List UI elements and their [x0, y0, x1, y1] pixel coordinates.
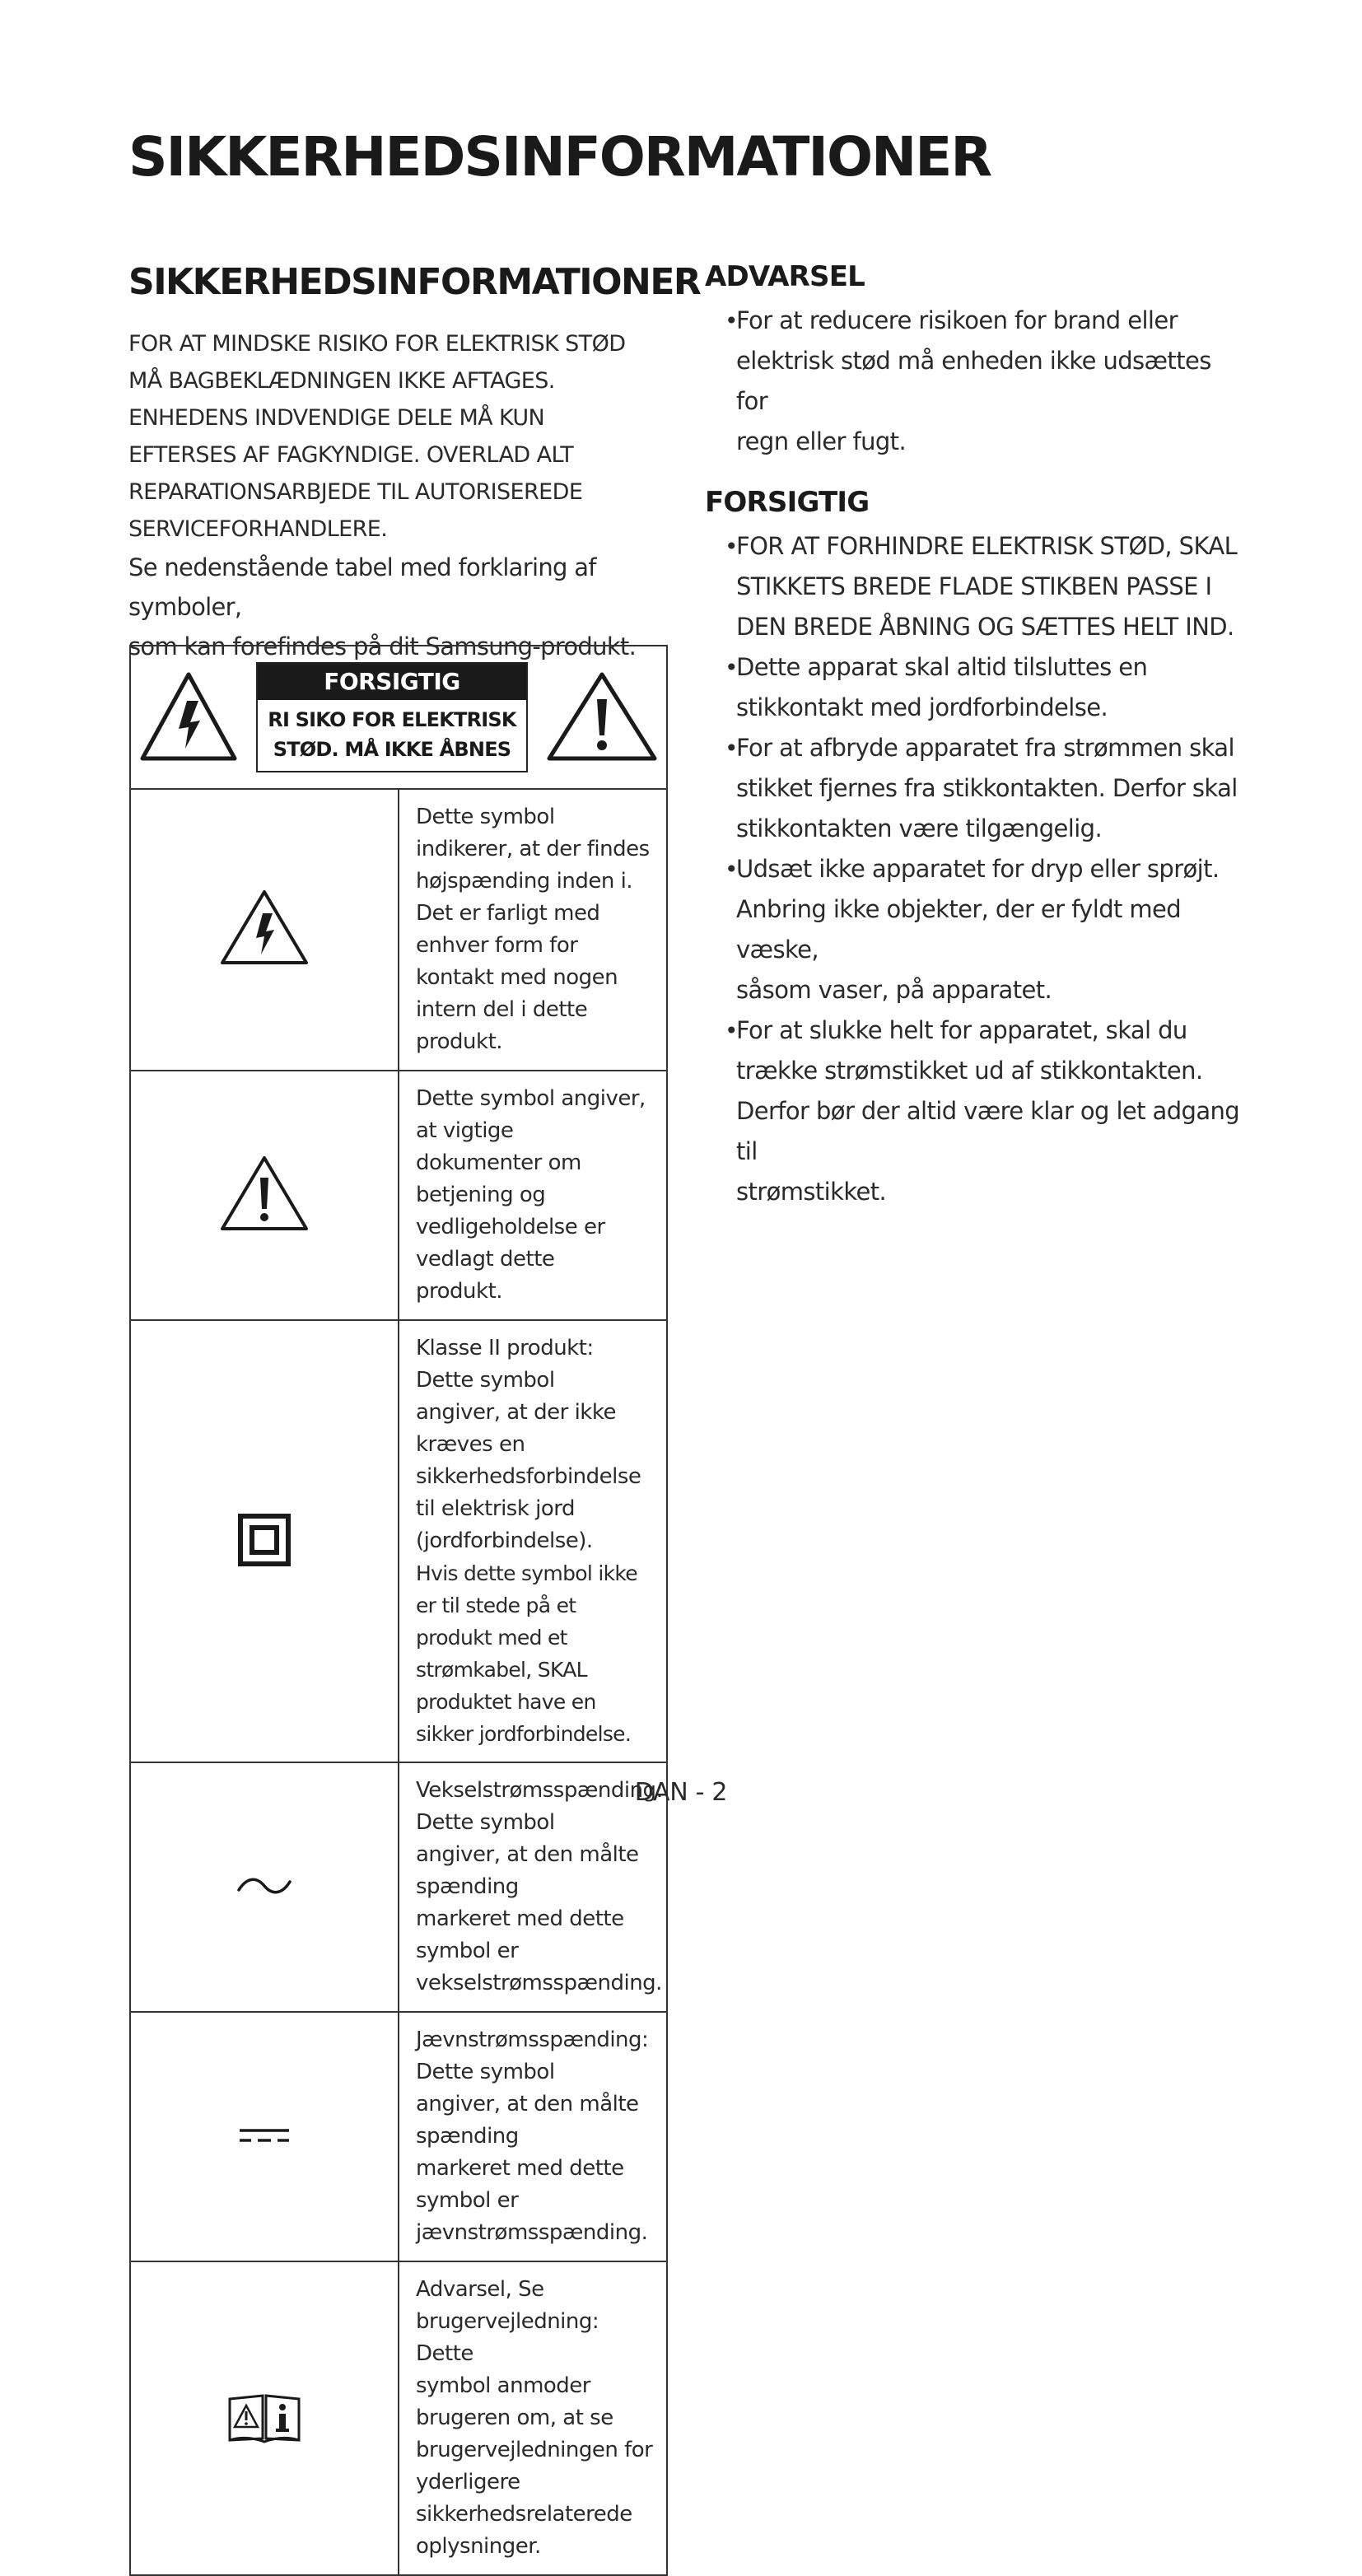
- notice-line: SERVICEFORHANDLERE.: [128, 516, 388, 542]
- list-item-line: strømstikket.: [736, 1178, 887, 1206]
- symbol-description: [399, 1071, 667, 1320]
- list-item: [736, 728, 1248, 849]
- desc-line: markeret med dette symbol er: [416, 2156, 624, 2213]
- forsigtig-list: [705, 526, 1248, 1212]
- symbol-icon-cell: [130, 789, 399, 1071]
- notice-line: EFTERSES AF FAGKYNDIGE. OVERLAD ALT: [128, 442, 574, 468]
- list-item-line: • For at reducere risikoen for brand eller: [736, 306, 1178, 334]
- notice-line: ENHEDENS INDVENDIGE DELE MÅ KUN: [128, 405, 545, 431]
- symbol-row: [130, 2012, 667, 2261]
- section-title: SIKKERHEDSINFORMATIONER: [128, 261, 701, 303]
- list-item-line: • FOR AT FORHINDRE ELEKTRISK STØD, SKAL: [736, 532, 1238, 560]
- symbol-row: [130, 1071, 667, 1320]
- desc-line: brugervejledningen for yderligere: [416, 2438, 653, 2494]
- desc-line: markeret med dette symbol er: [416, 1906, 624, 1963]
- notice-line: MÅ BAGBEKLÆDNINGEN IKKE AFTAGES.: [128, 368, 555, 394]
- desc-line: enhver form for kontakt med nogen: [416, 933, 618, 990]
- symbol-icon-cell: [130, 1071, 399, 1320]
- manual-info-icon: [226, 2391, 302, 2443]
- symbol-table: [129, 645, 668, 2576]
- desc-line: Vekselstrømsspænding: Dette symbol: [416, 1778, 663, 1835]
- list-item-line: DEN BREDE ÅBNING OG SÆTTES HELT IND.: [736, 613, 1234, 641]
- desc-line: Jævnstrømsspænding: Dette symbol: [416, 2028, 649, 2084]
- symbol-icon-cell: [130, 2261, 399, 2575]
- desc-line: produkt.: [416, 1279, 503, 1304]
- list-item: [736, 526, 1248, 647]
- symbol-description: [399, 2012, 667, 2261]
- lightning-warning-icon: [219, 889, 310, 968]
- desc-line: sikkerhedsrelaterede oplysninger.: [416, 2502, 632, 2559]
- symbol-row: [130, 1320, 667, 1762]
- symbol-icon-cell: [130, 1320, 399, 1762]
- desc-line: højspænding inden i. Det er farligt med: [416, 869, 633, 926]
- list-item-line: stikket fjernes fra stikkontakten. Derfor skal: [736, 774, 1238, 802]
- list-item-line: • For at slukke helt for apparatet, skal du: [736, 1016, 1187, 1044]
- lightning-warning-icon: [139, 671, 238, 763]
- symbol-icon-cell: [130, 2012, 399, 2261]
- list-item-line: regn eller fugt.: [736, 427, 907, 455]
- desc-line: Klasse II produkt: Dette symbol: [416, 1336, 594, 1393]
- left-column: [128, 258, 701, 666]
- list-item-line: STIKKETS BREDE FLADE STIKBEN PASSE I: [736, 572, 1212, 600]
- caution-label-line: STØD. MÅ IKKE ÅBNES: [273, 738, 511, 761]
- list-item-line: såsom vaser, på apparatet.: [736, 976, 1052, 1004]
- desc-line: Dette symbol indikerer, at der findes: [416, 805, 650, 861]
- notice-line: FOR AT MINDSKE RISIKO FOR ELEKTRISK STØD: [128, 331, 626, 357]
- exclamation-warning-icon: [546, 671, 658, 763]
- symbol-description: [399, 1320, 667, 1762]
- list-item: [736, 647, 1248, 728]
- page-title: SIKKERHEDSINFORMATIONER: [128, 125, 991, 189]
- advarsel-list: [705, 301, 1248, 462]
- list-item-line: • Udsæt ikke apparatet for dryp eller sprøjt.: [736, 855, 1220, 883]
- intro-line: Se nedenstående tabel med forklaring af symboler,: [128, 553, 596, 621]
- list-item-line: stikkontakt med jordforbindelse.: [736, 693, 1108, 721]
- caution-label-row: [130, 646, 667, 789]
- forsigtig-heading: FORSIGTIG: [705, 486, 870, 519]
- list-item: [736, 849, 1248, 1010]
- list-item-line: Derfor bør der altid være klar og let adgang til: [736, 1097, 1240, 1165]
- symbol-description: [399, 2261, 667, 2575]
- intro-line: som kan forefindes på dit Samsung-produkt.: [128, 632, 637, 660]
- desc-line: vedligeholdelse er vedlagt dette: [416, 1215, 605, 1272]
- desc-line: angiver, at der ikke kræves en: [416, 1400, 616, 1457]
- class-ii-double-square-icon: [238, 1514, 291, 1566]
- caution-label-title: FORSIGTIG: [258, 664, 526, 700]
- advarsel-heading: ADVARSEL: [705, 260, 865, 293]
- desc-line: angiver, at den målte spænding: [416, 2092, 639, 2149]
- desc-line: dokumenter om betjening og: [416, 1150, 581, 1207]
- desc-subline: produkt med et strømkabel, SKAL: [416, 1626, 587, 1682]
- desc-line: jævnstrømsspænding.: [416, 2220, 648, 2245]
- desc-line: Advarsel, Se brugervejledning: Dette: [416, 2277, 599, 2366]
- caution-label-cell: [130, 646, 667, 789]
- list-item-line: stikkontakten være tilgængelig.: [736, 814, 1103, 842]
- list-item-line: • For at afbryde apparatet fra strømmen skal: [736, 734, 1234, 762]
- desc-subline: produktet have en sikker jordforbindelse.: [416, 1690, 632, 1746]
- symbol-row: [130, 789, 667, 1071]
- dc-lines-icon: [238, 2125, 291, 2146]
- notice-line: REPARATIONSARBJEDE TIL AUTORISEREDE: [128, 479, 583, 505]
- desc-line: intern del i dette produkt.: [416, 997, 588, 1054]
- caution-label: [256, 662, 528, 772]
- exclamation-warning-icon: [219, 1155, 310, 1234]
- symbol-description: [399, 789, 667, 1071]
- desc-line: (jordforbindelse).: [416, 1528, 593, 1553]
- list-item-line: • Dette apparat skal altid tilsluttes en: [736, 653, 1148, 681]
- list-item-line: elektrisk stød må enheden ikke udsættes for: [736, 347, 1211, 415]
- desc-line: sikkerhedsforbindelse til elektrisk jord: [416, 1464, 641, 1521]
- caution-label-line: RI SIKO FOR ELEKTRISK: [268, 708, 516, 731]
- list-item: [736, 1010, 1248, 1212]
- desc-line: symbol anmoder brugeren om, at se: [416, 2373, 613, 2430]
- desc-line: vekselstrømsspænding.: [416, 1971, 662, 1995]
- desc-subline: Hvis dette symbol ikke er til stede på et: [416, 1561, 637, 1617]
- desc-line: Dette symbol angiver, at vigtige: [416, 1086, 646, 1143]
- list-item: [736, 301, 1248, 462]
- right-column: [705, 258, 1248, 1212]
- desc-line: angiver, at den målte spænding: [416, 1842, 639, 1899]
- symbol-row: [130, 2261, 667, 2575]
- ac-tilde-icon: [236, 1874, 293, 1898]
- list-item-line: trække strømstikket ud af stikkontakten.: [736, 1057, 1203, 1085]
- page-number: DAN - 2: [634, 1778, 728, 1807]
- list-item-line: Anbring ikke objekter, der er fyldt med væske,: [736, 895, 1182, 964]
- safety-caps-notice: [128, 325, 672, 548]
